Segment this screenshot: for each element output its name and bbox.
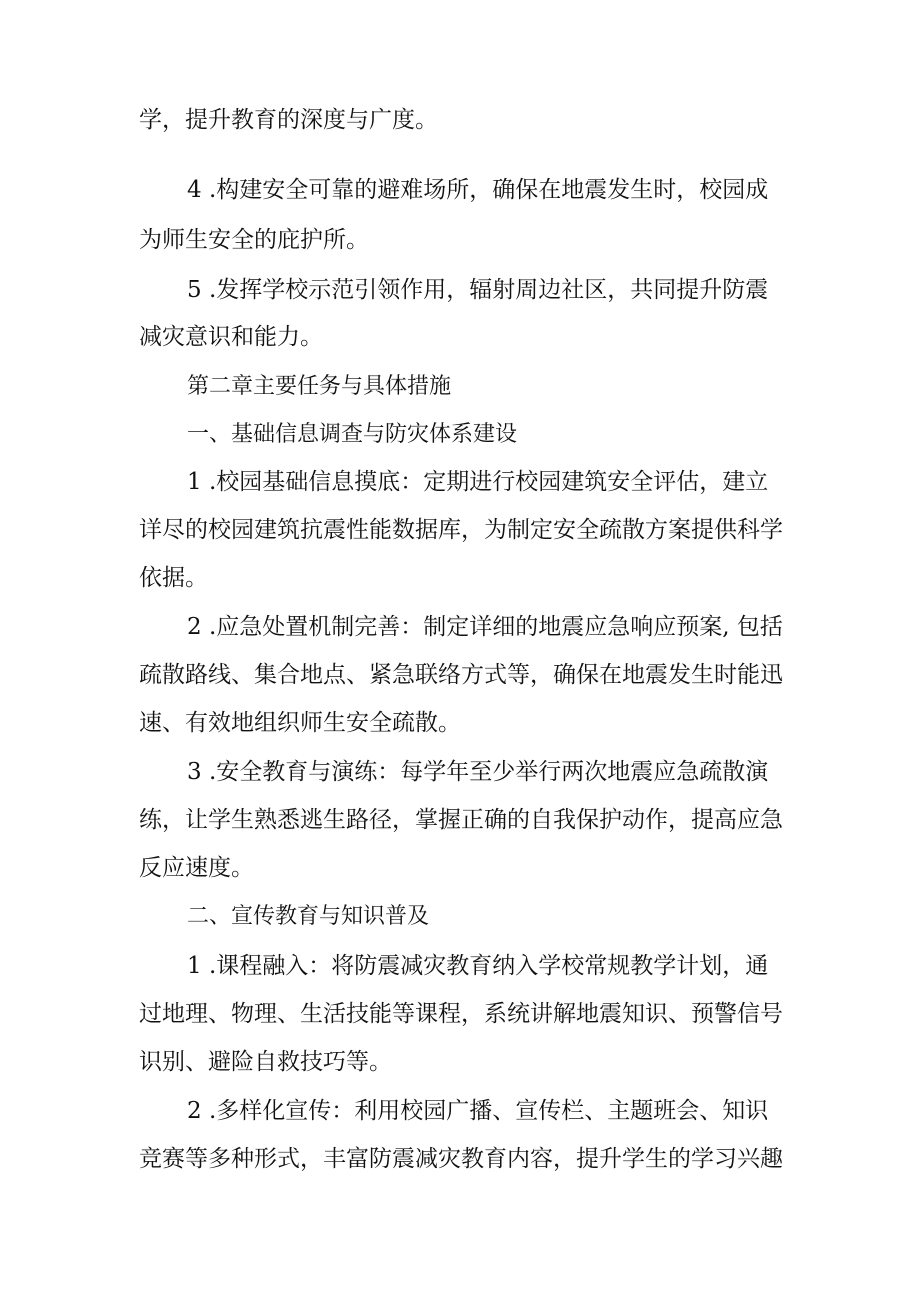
- section-2-item-2-line-2: 竞赛等多种形式，丰富防震减灾教育内容，提升学生的学习兴趣: [139, 1146, 783, 1172]
- section-1-item-3-line-1: 3 .安全教育与演练：每学年至少举行两次地震应急疏散演: [187, 759, 769, 785]
- list-item-5-line-1: 5 .发挥学校示范引领作用，辐射周边社区，共同提升防震: [187, 277, 769, 303]
- section-1-item-2-line-3: 速、有效地组织师生安全疏散。: [139, 710, 461, 736]
- list-item-4-line-1: 4 .构建安全可靠的避难场所，确保在地震发生时，校园成: [187, 177, 769, 203]
- section-2-item-1-line-2: 过地理、物理、生活技能等课程，系统讲解地震知识、预警信号: [139, 1001, 783, 1027]
- paragraph-line: 学，提升教育的深度与广度。: [139, 107, 438, 133]
- section-1-item-2-line-2: 疏散路线、集合地点、紧急联络方式等，确保在地震发生时能迅: [139, 662, 783, 688]
- section-1-item-2-line-1: 2 .应急处置机制完善：制定详细的地震应急响应预案, 包括: [187, 614, 783, 640]
- section-1-item-3-line-2: 练，让学生熟悉逃生路径，掌握正确的自我保护动作，提高应急: [139, 807, 783, 833]
- section-heading-2: 二、宣传教育与知识普及: [187, 904, 430, 929]
- section-2-item-2-line-1: 2 .多样化宣传：利用校园广播、宣传栏、主题班会、知识: [187, 1098, 769, 1124]
- section-1-item-3-line-3: 反应速度。: [139, 855, 254, 881]
- section-2-item-1-line-3: 识别、避险自救技巧等。: [139, 1049, 392, 1075]
- section-1-item-1-line-1: 1 .校园基础信息摸底：定期进行校园建筑安全评估，建立: [187, 469, 769, 495]
- chapter-heading: 第二章主要任务与具体措施: [187, 374, 452, 399]
- section-1-item-1-line-2: 详尽的校园建筑抗震性能数据库，为制定安全疏散方案提供科学: [139, 517, 783, 543]
- section-1-item-1-line-3: 依据。: [139, 565, 208, 591]
- list-item-5-line-2: 减灾意识和能力。: [139, 324, 323, 350]
- section-2-item-1-line-1: 1 .课程融入：将防震减灾教育纳入学校常规教学计划，通: [187, 953, 769, 979]
- list-item-4-line-2: 为师生安全的庇护所。: [139, 227, 369, 253]
- section-heading-1: 一、基础信息调查与防灾体系建设: [187, 422, 518, 447]
